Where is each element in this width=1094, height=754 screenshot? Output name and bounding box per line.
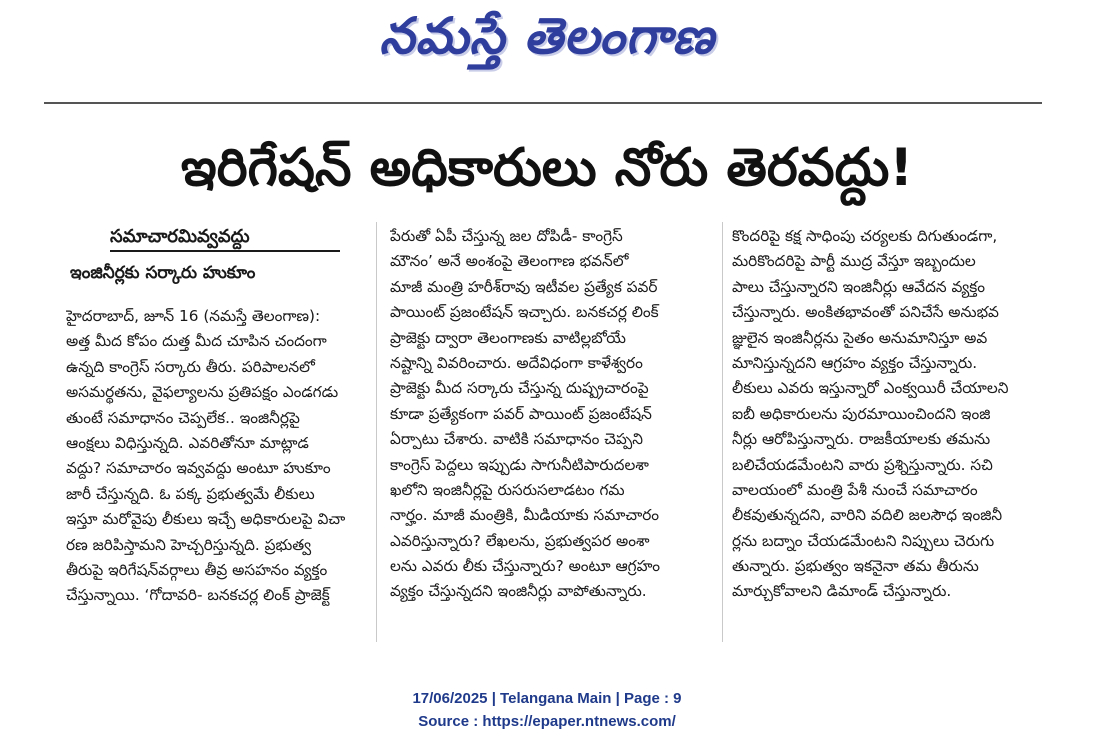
text-line: కూడా ప్రత్యేకంగా పవర్ పాయింట్ ప్రజంటేషన్ xyxy=(390,404,652,423)
text-line: తున్నారు. ప్రభుత్వం ఇకనైనా తమ తీరును xyxy=(732,557,979,576)
newspaper-masthead xyxy=(0,4,1094,74)
footer-source-link[interactable]: Source : https://epaper.ntnews.com/ xyxy=(418,713,676,730)
text-line: రణ జరిపిస్తామని హెచ్చరిస్తున్నది. ప్రభుత్వ xyxy=(66,535,312,554)
article-subhead: ఇంజినీర్లకు సర్కారు హుకూం xyxy=(70,263,256,283)
masthead-title: నమస్తే తెలంగాణ xyxy=(379,7,715,65)
text-line: మౌనం’ అనే అంశంపై తెలంగాణ భవన్‌లో xyxy=(390,252,629,271)
text-line: వ్యక్తం చేస్తున్నదని ఇంజినీర్లు వాపోతున్నారు. xyxy=(390,582,647,601)
text-line: తీరుపై ఇరిగేషన్‌వర్గాలు తీవ్ర అసహనం వ్యక్తం xyxy=(66,560,328,579)
text-line: ఉన్నది కాంగ్రెస్ సర్కారు తీరు. పరిపాలనలో xyxy=(66,357,315,376)
footer-edition-info: 17/06/2025 | Telangana Main | Page : 9 xyxy=(412,690,682,707)
text-line: వద్దు? సమాచారం ఇవ్వవద్దు అంటూ హుకూం xyxy=(66,459,331,478)
article-kicker: సమాచారమివ్వవద్దు xyxy=(110,224,340,252)
text-line: ఇస్తూ మరోవైపు లీకులు ఇచ్చే అధికారులపై విచా xyxy=(66,510,346,529)
text-line: పాయింట్ ప్రజంటేషన్ ఇచ్చారు. బనకచర్ల లింక్ xyxy=(390,303,659,322)
text-line: ఆంక్షలు విధిస్తున్నది. ఎవరితోనూ మాట్లాడ xyxy=(66,433,309,452)
article-column-2 xyxy=(390,224,714,605)
text-line: తుంటే సమాధానం చెప్పలేక.. ఇంజినీర్లపై xyxy=(66,408,300,427)
text-line: హైదరాబాద్, జూన్ 16 (నమస్తే తెలంగాణ): xyxy=(66,307,321,325)
text-line: నష్టాన్ని వివరించారు. అదేవిధంగా కాళేశ్వరం xyxy=(390,353,643,372)
text-line: ఎవరిస్తున్నారు? లేఖలను, ప్రభుత్వపర అంశా xyxy=(390,531,650,550)
text-line: ప్రాజెక్టు ద్వారా తెలంగాణకు వాటిల్లబోయే xyxy=(390,328,626,347)
text-line: జారీ చేస్తున్నది. ఓ పక్క ప్రభుత్వమే లీకులు xyxy=(66,484,315,503)
column-divider xyxy=(376,222,377,642)
text-line: జ్ఞులైన ఇంజినీర్లను సైతం అనుమానిస్తూ అవ xyxy=(732,328,988,347)
article-headline: ఇరిగేషన్ అధికారులు నోరు తెరవద్దు! xyxy=(180,138,914,198)
text-line: చేస్తున్నారు. అంకితభావంతో పనిచేసే అనుభవ xyxy=(732,303,999,322)
text-line: మరికొందరిపై పార్టీ ముద్ర వేస్తూ ఇబ్బందుల xyxy=(732,252,976,271)
text-line: మాజీ మంత్రి హరీశ్‌రావు ఇటీవల ప్రత్యేక పవర్ xyxy=(390,277,658,296)
text-line: కాంగ్రెస్ పెద్దలు ఇప్పుడు సాగునీటిపారుదలశా xyxy=(390,455,649,474)
text-line: పేరుతో ఏపీ చేస్తున్న జల దోపిడీ- కాంగ్రెస్ xyxy=(390,227,623,245)
article-column-1 xyxy=(66,304,366,609)
text-line: లీకులు ఎవరు ఇస్తున్నారో ఎంక్వయిరీ చేయాలని xyxy=(732,379,1009,398)
text-line: ఐబీ అధికారులను పురమాయించిందని ఇంజి xyxy=(732,404,991,423)
text-line: నార్హం. మాజీ మంత్రికి, మీడియాకు సమాచారం xyxy=(390,506,660,525)
masthead-divider xyxy=(44,102,1042,104)
text-line: పాలు చేస్తున్నారని ఇంజినీర్లు ఆవేదన వ్యక్తం xyxy=(732,277,985,296)
article-column-3 xyxy=(732,224,1042,605)
text-line: ర్లను బద్నాం చేయడమేంటని నిప్పులు చెరుగు xyxy=(732,531,995,550)
text-line: ప్రాజెక్టు మీద సర్కారు చేస్తున్న దుష్ప్రచారంపై xyxy=(390,379,649,398)
text-line: నీర్లు ఆరోపిస్తున్నారు. రాజకీయాలకు తమను xyxy=(732,430,991,449)
text-line: అత్త మీద కోపం దుత్త మీద చూపిన చందంగా xyxy=(66,332,327,351)
text-line: లీకవుతున్నదని, వారిని వదిలి జలసౌధ ఇంజినీ xyxy=(732,506,1003,525)
text-line: బలిచేయడమేంటని వారు ప్రశ్నిస్తున్నారు. సచి xyxy=(732,455,993,474)
column-divider xyxy=(722,222,723,642)
text-line: అసమర్థతను, వైఫల్యాలను ప్రతిపక్షం ఎండగడు xyxy=(66,383,339,402)
text-line: ఏర్పాటు చేశారు. వాటికి సమాధానం చెప్పని xyxy=(390,430,643,449)
text-line: మార్చుకోవాలని డిమాండ్ చేస్తున్నారు. xyxy=(732,582,952,601)
text-line: చేస్తున్నాయి. ‘గోదావరి- బనకచర్ల లింక్ ప్రాజెక్ట్ xyxy=(66,586,330,605)
text-line: కొందరిపై కక్ష సాధింపు చర్యలకు దిగుతుండగా, xyxy=(732,227,998,245)
text-line: ఖలోని ఇంజినీర్లపై రుసరుసలాడటం గమ xyxy=(390,480,625,499)
text-line: వాలయంలో మంత్రి పేశీ నుంచే సమాచారం xyxy=(732,480,978,499)
text-line: మానిస్తున్నదని ఆగ్రహం వ్యక్తం చేస్తున్నారు. xyxy=(732,353,978,372)
text-line: లను ఎవరు లీకు చేస్తున్నారు? అంటూ ఆగ్రహం xyxy=(390,557,660,576)
